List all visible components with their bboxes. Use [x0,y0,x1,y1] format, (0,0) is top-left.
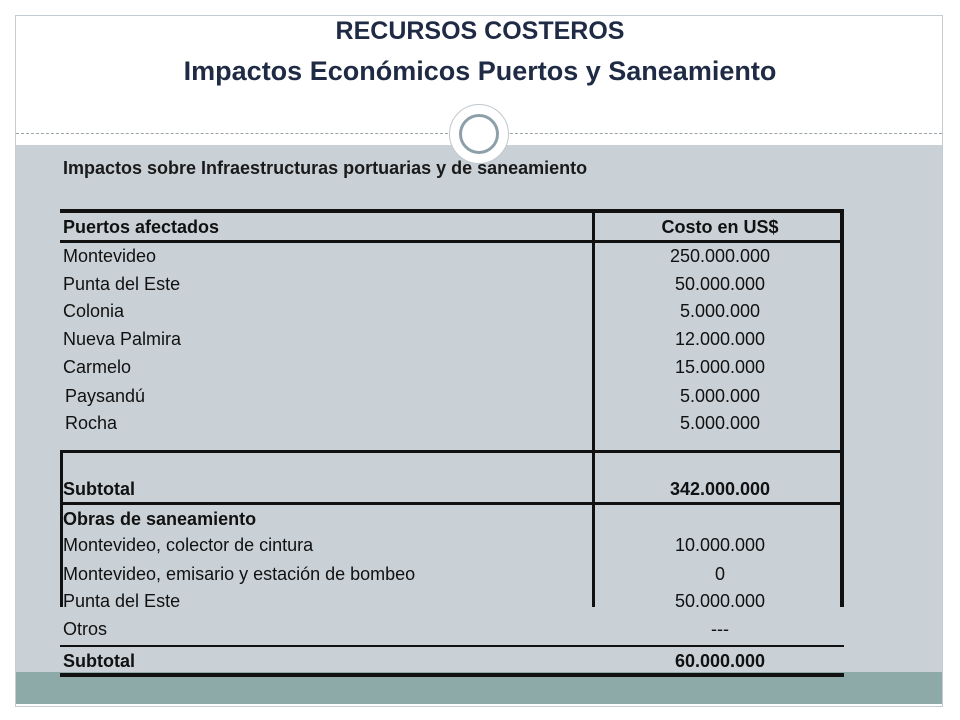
port-cost: 5.000.000 [679,301,761,321]
port-name: Colonia [63,301,125,321]
decorative-circle-icon [459,114,499,154]
sanitation-subtotal-label: Subtotal [63,651,135,671]
table-bottom-rule [60,673,844,677]
table-top-rule [60,209,844,213]
ports-subtotal-label: Subtotal [63,479,135,499]
sanitation-cost: 50.000.000 [674,591,766,611]
sanitation-item: Montevideo, colector de cintura [63,535,314,555]
port-cost: 12.000.000 [674,329,766,349]
sanitation-item: Montevideo, emisario y estación de bombeo [63,564,416,584]
sanitation-item: Punta del Este [63,591,181,611]
port-name: Nueva Palmira [63,329,182,349]
column-header-cost: Costo en US$ [661,217,779,237]
slide-subtitle-title: Impactos Económicos Puertos y Saneamiento [183,56,777,86]
sanitation-header: Obras de saneamiento [63,509,257,529]
port-cost: 50.000.000 [674,274,766,294]
sanitation-cost: --- [711,619,729,639]
sanitation-cost: 0 [714,564,725,584]
header-bottom-rule [60,240,844,243]
sanitation-cost: 10.000.000 [674,535,766,555]
column-divider [592,209,595,607]
port-name: Punta del Este [63,274,181,294]
slide-title: RECURSOS COSTEROS [335,17,625,45]
port-cost: 250.000.000 [669,246,771,266]
ports-subtotal-rule [60,502,844,505]
sanitation-item: Otros [63,619,108,639]
table-right-border [840,209,844,607]
sanitation-subtotal-value: 60.000.000 [674,651,766,671]
port-name: Rocha [65,413,118,433]
ports-bottom-rule [60,450,844,453]
port-cost: 15.000.000 [674,357,766,377]
port-name: Carmelo [63,357,132,377]
port-cost: 5.000.000 [679,386,761,406]
sanitation-bottom-rule [60,645,844,647]
port-cost: 5.000.000 [679,413,761,433]
port-name: Montevideo [63,246,157,266]
ports-subtotal-value: 342.000.000 [669,479,771,499]
port-name: Paysandú [65,386,146,406]
column-header-ports: Puertos afectados [63,217,220,237]
section-heading: Impactos sobre Infraestructuras portuarias y de saneamiento [63,158,588,178]
